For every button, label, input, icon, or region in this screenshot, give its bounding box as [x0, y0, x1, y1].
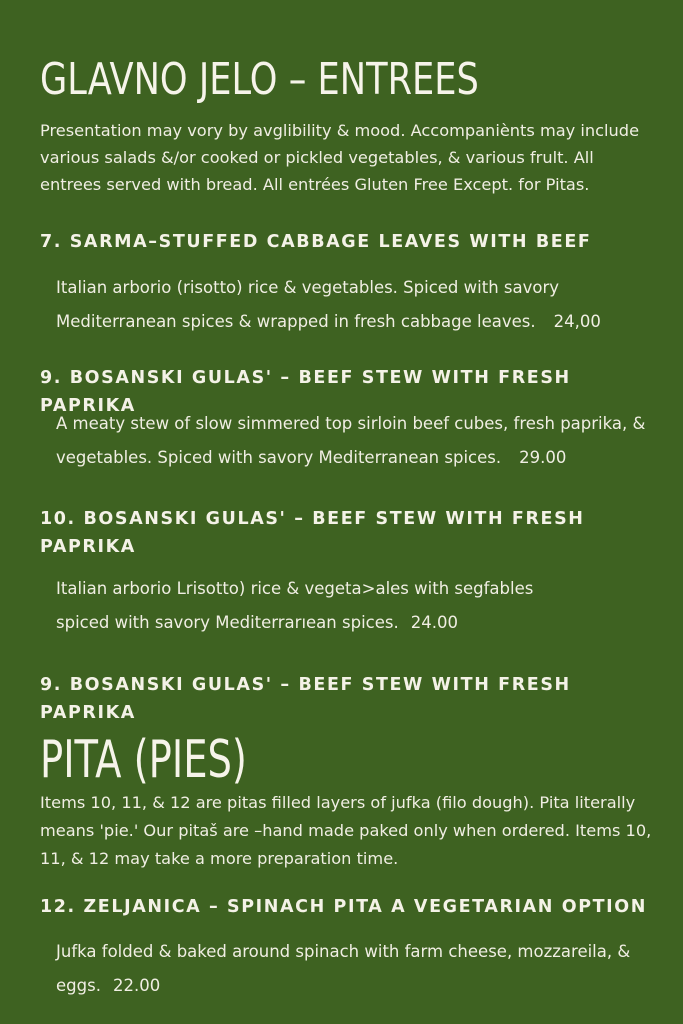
pita-intro: Items 10, 11, & 12 are pitas filled layers of jufka (filo dough). Pita literally means 'pie.' Our pitaš are –hand made paked only when ordered. Items 10, 11, & 12 may take a more preparation time. [40, 793, 652, 868]
menu-item-description [56, 407, 683, 475]
menu-item-description [56, 935, 656, 1003]
item-price: 29.00 [519, 448, 567, 467]
menu-item-description [56, 572, 576, 640]
menu-item-title: 7. SARMA–STUFFED CABBAGE LEAVES WITH BEEF [40, 232, 592, 252]
menu-item-title: 12. ZELJANICA – SPINACH PITA A VEGETARIAN OPTION [40, 897, 648, 917]
item-price: 24,00 [553, 312, 601, 331]
item-description-text: Italian arborio (risotto) rice & vegetables. Spiced with savory Mediterranean spices & wrapped in fresh cabbage leaves. [56, 278, 560, 331]
menu-item-description [56, 271, 616, 339]
item-price: 24.00 [410, 613, 458, 632]
pita-section-title: PITA (PIES) [40, 730, 247, 790]
menu-item-title: 10. BOSANSKI GULAS' – BEEF STEW WITH FRESH PAPRIKA [40, 509, 585, 557]
item-description-text: A meaty stew of slow simmered top sirloin beef cubes, fresh paprika, & vegetables. Spiced with savory Mediterranean spices. [56, 414, 646, 467]
entrees-intro: Presentation may vory by avglibility & mood. Accompaniènts may include various salads &/or cooked or pickled vegetables, & various frult. All entrees served with bread. All entrées Gluten Free Except. for Pitas. [40, 121, 640, 194]
item-description-text: Italian arborio Lrisotto) rice & vegeta>ales with segfables spiced with savory Mediterrarıean spices. [56, 579, 534, 632]
menu-item-title: 9. BOSANSKI GULAS' – BEEF STEW WITH FRESH PAPRIKA [40, 675, 571, 723]
item-price: 22.00 [112, 976, 161, 995]
item-description-text: Jufka folded & baked around spinach with farm cheese, mozzareila, & eggs. [56, 942, 631, 995]
entrees-section-title: GLAVNO JELO – ENTREES [40, 54, 479, 105]
menu-item-title: 9. BOSANSKI GULAS' – BEEF STEW WITH FRESH PAPRIKA [40, 368, 571, 416]
